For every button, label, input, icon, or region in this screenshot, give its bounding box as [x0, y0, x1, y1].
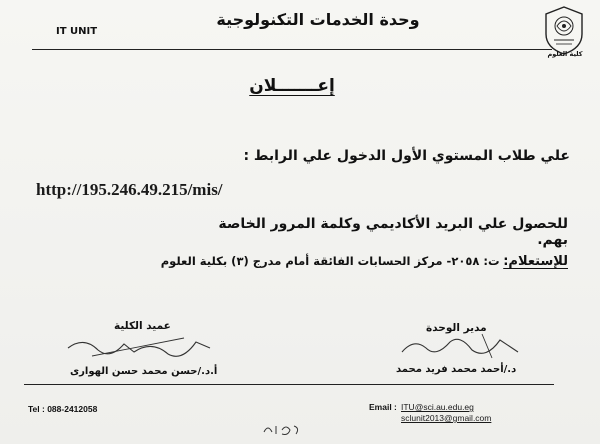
- director-name: د./أحمد محمد فريد محمد: [396, 364, 517, 375]
- email-link-primary[interactable]: ITU@sci.au.edu.eg: [401, 402, 474, 412]
- notice-line-3: للحصول علي البريد الأكاديمي وكلمة المرور الخاصة بهم.: [218, 216, 568, 248]
- inquiry-line: [28, 254, 568, 269]
- inquiry-label: للإستعلام:: [503, 254, 568, 269]
- handwritten-mark: [262, 420, 302, 438]
- logo-caption: كلية العلوم: [547, 50, 583, 58]
- it-unit-label: IT UNIT: [56, 26, 98, 37]
- director-signature: [396, 330, 526, 364]
- dean-signature: [64, 330, 214, 364]
- footer-divider: [24, 384, 554, 385]
- director-role: مدير الوحدة: [426, 322, 487, 334]
- telephone-text: Tel : 088-2412058: [28, 404, 98, 414]
- notice-heading: إعـــــــلان: [249, 76, 335, 96]
- inquiry-text: ت: ٢٠٥٨- مركز الحسابات الفائقة أمام مدرج (٣) بكلية العلوم: [160, 254, 500, 268]
- email-link-secondary[interactable]: sclunit2013@gmail.com: [401, 413, 492, 423]
- header-divider: [32, 49, 552, 50]
- mis-link[interactable]: http://195.246.49.215/mis/: [36, 180, 223, 199]
- dean-role: عميد الكلية: [114, 320, 171, 332]
- page-title: وحدة الخدمات التكنولوجية: [216, 10, 420, 29]
- notice-line-1: علي طلاب المستوي الأول الدخول علي الرابط :: [243, 148, 570, 164]
- dean-name: أ.د./حسن محمد حسن الهوارى: [70, 366, 218, 377]
- email-label: Email :: [369, 402, 397, 412]
